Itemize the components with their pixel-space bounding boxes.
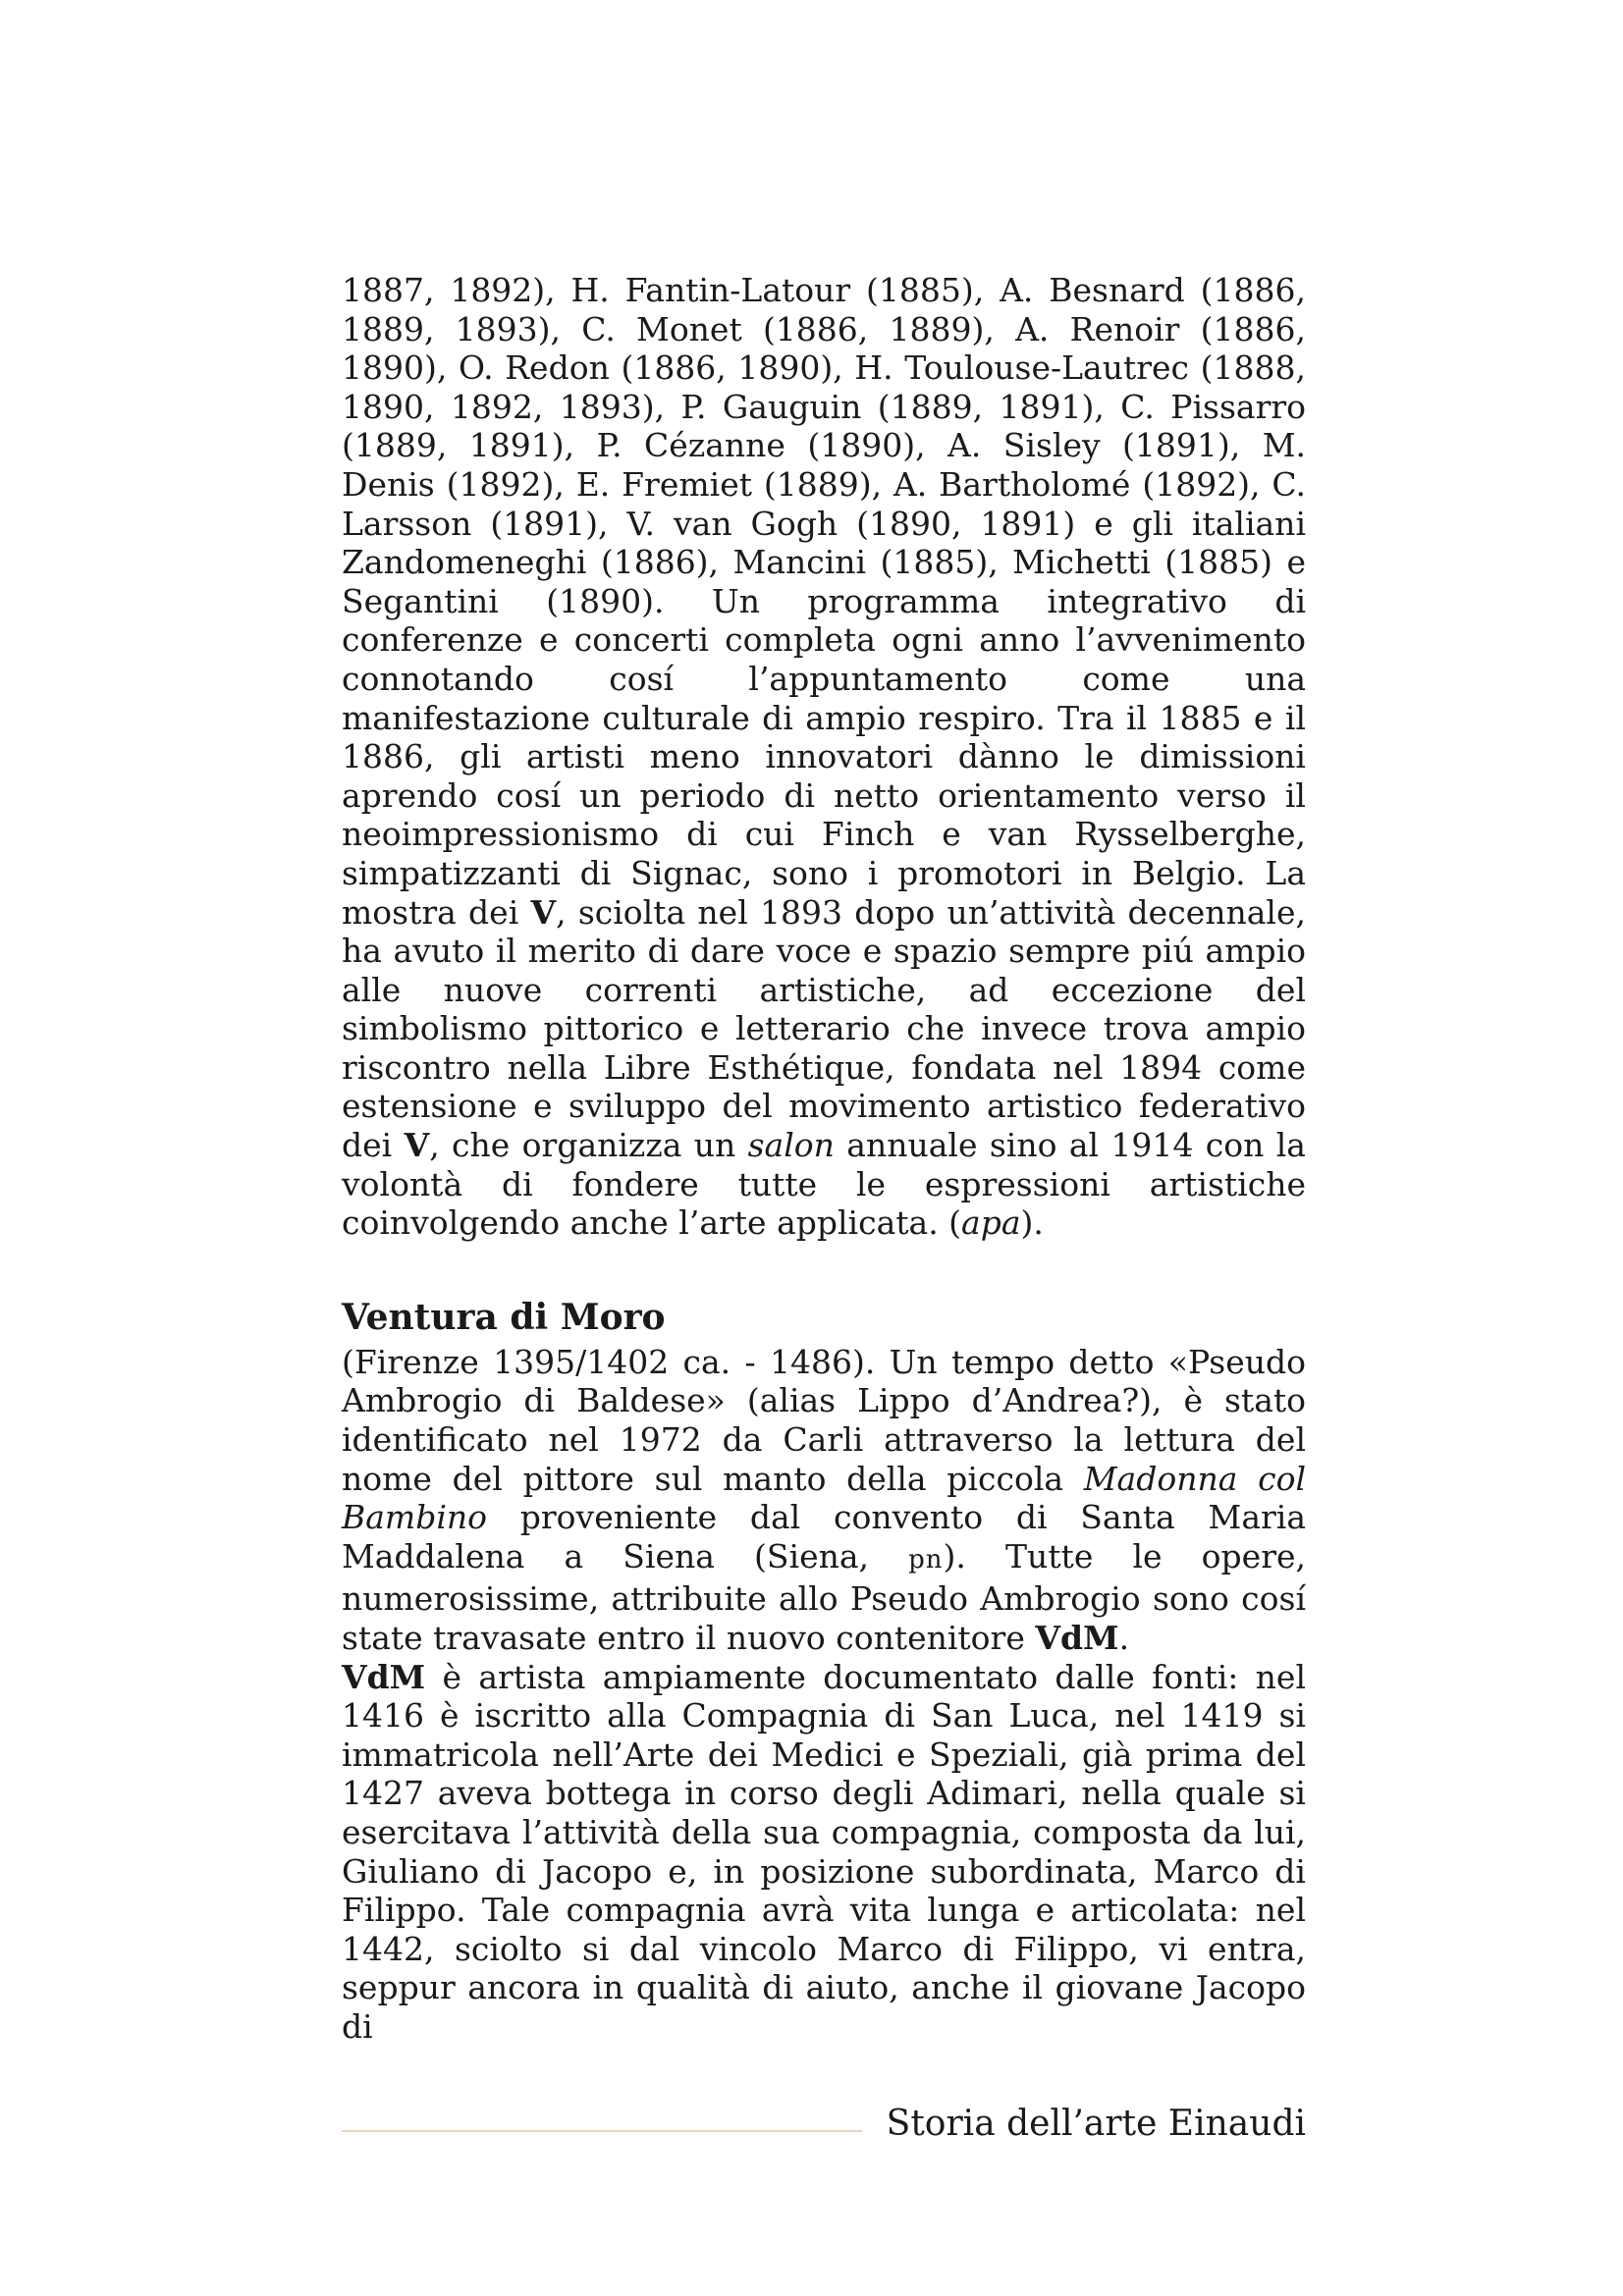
italic-artwork-title: Madonna col Bambino <box>342 1459 1306 1537</box>
abbrev-vdm-bold: VdM <box>342 1657 426 1696</box>
prev-entry-text-1: 1887, 1892), H. Fantin-Latour (1885), A. Besnard (1886, 1889, 1893), C. Monet (1886, 1889), A. Renoir (1886, 1890), O. Redon (1886, 1890), H. Toulouse-Lautrec (1888, 1890, 1892, 1893), P. Gauguin (1889, 1891), C. Pissarro (1889, 1891), P. Cézanne (1890), A. Sisley (1891), M. Denis (1892), E. Fremiet (1889), A. Bartholomé (1892), C. Larsson (1891), V. van Gogh (1890, 1891) e gli italiani Zandomeneghi (1886), Mancini (1885), Michetti (1885) e Segantini (1890). Un programma integrativo di conferenze e concerti completa ogni anno l’avvenimento connotando cosí l’appuntamento come una manifestazione culturale di ampio respiro. Tra il 1885 e il 1886, gli artisti meno innovatori dànno le dimissioni aprendo cosí un periodo di netto orientamento verso il neoimpressionismo di cui Finch e van Rysselberghe, simpatizzanti di Signac, sono i promotori in Belgio. La mostra dei <box>342 271 1306 932</box>
page-footer <box>342 2097 1306 2156</box>
prev-entry-text-5: ). <box>1020 1203 1044 1243</box>
footer-rule <box>342 2130 862 2132</box>
abbrev-v-bold: V <box>530 892 557 932</box>
entry-heading: Ventura di Moro <box>342 1296 666 1338</box>
abbrev-v-bold: V <box>404 1126 430 1165</box>
prev-entry-text-3: , che organizza un <box>429 1126 748 1165</box>
abbrev-vdm-bold: VdM <box>1035 1619 1119 1657</box>
entry-p1-text-2: proveniente dal convento di Santa Maria Maddalena a Siena (Siena, <box>342 1498 1306 1575</box>
entry-paragraph-1 <box>342 1343 1306 1658</box>
prev-entry-text-4: annuale sino al 1914 con la volontà di fondere tutte le espressioni artistiche coinvolgendo anche l’arte applicata. ( <box>342 1126 1306 1243</box>
prev-entry-paragraph <box>342 271 1306 1243</box>
page-body <box>342 271 1306 2047</box>
footer-publication-title: Storia dell’arte Einaudi <box>886 2104 1306 2144</box>
small-caps-pn: pn <box>908 1544 944 1575</box>
entry-paragraph-2 <box>342 1658 1306 2047</box>
italic-salon: salon <box>747 1126 835 1165</box>
author-initials: apa <box>961 1203 1021 1243</box>
entry-p1-text-4: . <box>1118 1619 1130 1657</box>
entry-p1-text-1: (Firenze 1395/1402 ca. - 1486). Un tempo detto «Pseudo Ambrogio di Baldese» (alias Lippo d’Andrea?), è stato identificato nel 1972 da Carli attraverso la lettura del nome del pittore sul manto della piccola <box>342 1342 1306 1498</box>
entry-p1-text-3: ). Tutte le opere, numerosissime, attribuite allo Pseudo Ambrogio sono cosí state travasate entro il nuovo contenitore <box>342 1536 1306 1657</box>
entry-p2-text-1: è artista ampiamente documentato dalle fonti: nel 1416 è iscritto alla Compagnia di San Luca, nel 1419 si immatricola nell’Arte dei Medici e Speziali, già prima del 1427 aveva bottega in corso degli Adimari, nella quale si esercitava l’attività della sua compagnia, composta da lui, Giuliano di Jacopo e, in posizione subordinata, Marco di Filippo. Tale compagnia avrà vita lunga e articolata: nel 1442, sciolto si dal vincolo Marco di Filippo, vi entra, seppur ancora in qualità di aiuto, anche il giovane Jacopo di <box>342 1657 1306 2046</box>
prev-entry-text-2: , sciolta nel 1893 dopo un’attività decennale, ha avuto il merito di dare voce e spazio sempre piú ampio alle nuove correnti artistiche, ad eccezione del simbolismo pittorico e letterario che invece trova ampio riscontro nella Libre Esthétique, fondata nel 1894 come estensione e sviluppo del movimento artistico federativo dei <box>342 892 1306 1165</box>
